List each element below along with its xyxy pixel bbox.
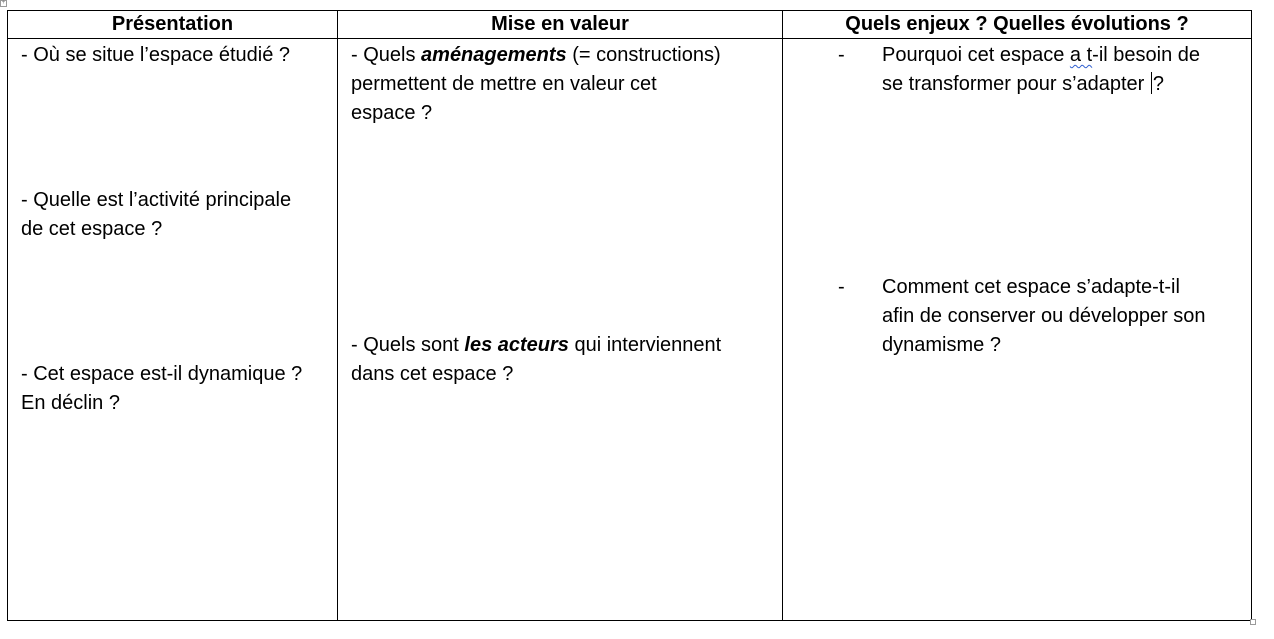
- question-location: - Où se situe l’espace étudié ?: [21, 44, 291, 66]
- worksheet-table: [7, 10, 1252, 621]
- question-dynamism: - Cet espace est-il dynamique ? En déclin ?: [21, 363, 303, 414]
- table-move-handle[interactable]: +: [1, 0, 6, 6]
- cell-enjeux[interactable]: - Pourquoi cet espace a t-il besoin de se transformer pour s’adapter ? - Comment cet espace s’adapte-t-il afin de conserver ou développer son dynamisme ?: [783, 39, 1252, 621]
- emphasis-acteurs: les acteurs: [464, 334, 569, 356]
- list-dash: -: [838, 44, 845, 66]
- content-row: [8, 39, 1252, 621]
- text-cursor: [1151, 72, 1152, 94]
- cell-mise-en-valeur[interactable]: [338, 39, 783, 621]
- header-enjeux[interactable]: Quels enjeux ? Quelles évolutions ?: [783, 11, 1252, 39]
- grammar-flag[interactable]: a t: [1069, 44, 1093, 66]
- question-activity: - Quelle est l’activité principale de cet espace ?: [21, 189, 292, 240]
- header-row: [8, 11, 1252, 39]
- question-acteurs: - Quels sont les acteurs qui interviennent dans cet espace ?: [351, 334, 722, 385]
- emphasis-amenagements: aménagements: [421, 44, 567, 66]
- question-amenagements: - Quels aménagements (= constructions) permettent de mettre en valeur cet espace ?: [351, 44, 721, 124]
- header-presentation[interactable]: Présentation: [8, 11, 338, 39]
- header-mise-en-valeur[interactable]: Mise en valeur: [338, 11, 783, 39]
- list-dash: -: [838, 276, 845, 298]
- table-resize-handle[interactable]: [1250, 619, 1256, 625]
- cell-presentation[interactable]: [8, 39, 338, 621]
